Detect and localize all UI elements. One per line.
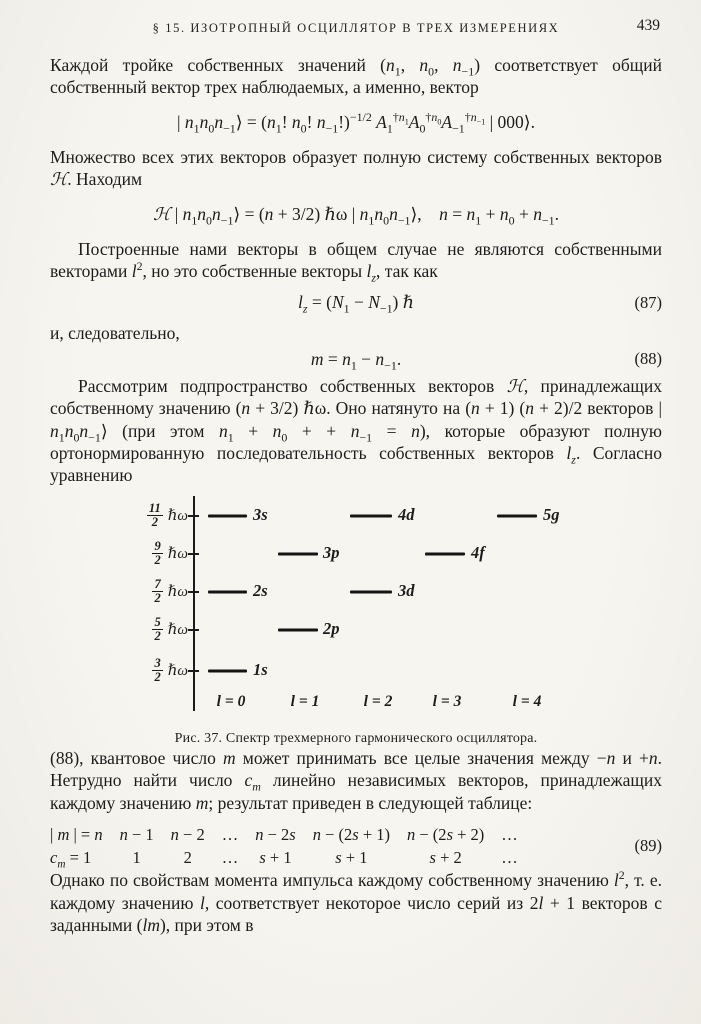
state-label: 2s (253, 580, 268, 600)
hbar-omega-unit: ℏω (167, 622, 188, 639)
x-axis-label: l = 4 (512, 692, 542, 710)
energy-fraction: $\frac{9}{2}$ (154, 538, 161, 568)
state-label: 2p (323, 618, 340, 638)
energy-level-line (350, 590, 392, 593)
page-header (50, 19, 662, 37)
energy-fraction: $\frac{11}{2}$ (148, 500, 161, 530)
figure-energy-diagram (50, 496, 662, 716)
equation-vector-definition: | $n_1n_0n_{-1}⟩ = (n_1$! $n_0$! $n_{-1}!)^{-1/2}$ $A_1^{\dagger n_1}A_0^{\dagger n_0}A_{-1}^{\dagger n_{-1}}$ | 000⟩. (177, 109, 535, 136)
y-axis-energy-label (134, 540, 188, 568)
state-label: 3p (323, 542, 340, 562)
energy-level-line (497, 514, 537, 517)
x-axis-label: l = 1 (290, 692, 320, 710)
y-axis-tick (188, 591, 199, 593)
table-89-column: … … (501, 825, 518, 868)
paragraph-quantum-number-m: (88), квантовое число m может принимать все целые значения между −n и +n. Нетрудно найти число $c_m$ линейно независимых векторов, принадлежащих каждому значению m; результат приведен в следующей таблице: (50, 747, 662, 813)
energy-level-line (425, 552, 465, 555)
x-axis-label: l = 3 (432, 692, 462, 710)
y-axis-tick (188, 629, 199, 631)
energy-level-line (208, 590, 247, 593)
table-89-column: | m | = n $c_m = 1$ (50, 825, 103, 871)
page-content (50, 54, 662, 936)
equation-89-table (50, 823, 662, 869)
y-axis-tick (188, 515, 199, 517)
hbar-omega-unit: ℏω (167, 663, 188, 680)
y-axis-tick (188, 670, 199, 672)
table-89-column: n − 1 1 (119, 825, 154, 868)
paragraph-eigenvalue-triple: Каждой тройке собственных значений ($n_1$, $n_0$, $n_{-1}$) соответствует общий собственный вектор трех наблюдаемых, а именно, вектор (50, 55, 663, 98)
energy-level-line (278, 552, 318, 555)
equation-87-number: (87) (634, 292, 662, 312)
equation-88-body: $m = n_1 - n_{-1}$. (310, 348, 402, 373)
state-label: 3d (398, 580, 415, 600)
table-89-columns (50, 823, 662, 869)
energy-level-line (208, 514, 247, 517)
energy-level-line (350, 514, 392, 517)
equation-88-number: (88) (634, 349, 662, 369)
figure-caption: Рис. 37. Спектр трехмерного гармонического осциллятора. (174, 730, 538, 746)
paragraph-subspace: Рассмотрим подпространство собственных векторов ℋ, принадлежащих собственному значению (n + 3/2) ℏω. Оно натянуто на (n + 1) (n + 2)/2 векторов | $n_1n_0n_{-1}⟩$ (при этом $n_1 + n_0$ + + $n_{-1} = n$), которые образуют полную ортонормированную последовательность собственных векторов $l_z$. Согласно уравнению (50, 375, 662, 486)
y-axis-tick (188, 553, 199, 555)
x-axis-label: l = 2 (363, 692, 393, 710)
table-89-column: n − (2s + 1) s + 1 (312, 825, 390, 868)
energy-level-line (278, 628, 318, 631)
hbar-omega-unit: ℏω (167, 508, 188, 525)
table-89-column: n − (2s + 2) s + 2 (407, 825, 485, 868)
state-label: 1s (253, 659, 268, 679)
y-axis-energy-label (134, 502, 188, 530)
paragraph-complete-system: Множество всех этих векторов образует полную систему собственных векторов ℋ. Находим (50, 146, 662, 190)
table-89-column: … … (221, 825, 239, 868)
page-number: 439 (636, 17, 660, 34)
energy-level-line (208, 669, 247, 672)
y-axis-energy-label (134, 657, 188, 685)
state-label: 3s (253, 504, 268, 524)
y-axis-line (193, 496, 195, 711)
state-label: 4d (398, 504, 415, 524)
equation-89-number: (89) (634, 836, 662, 856)
paragraph-constructed-vectors: Построенные нами векторы в общем случае не являются собственными векторами $l^2$, но это собственные векторы $l_z$, так как (50, 238, 662, 285)
y-axis-energy-label (134, 578, 188, 606)
y-axis-energy-label (134, 616, 188, 644)
x-axis-label: l = 0 (216, 692, 246, 710)
state-label: 5g (543, 504, 560, 524)
section-title: § 15. ИЗОТРОПНЫЙ ОСЦИЛЛЯТОР В ТРЕХ ИЗМЕРЕНИЯХ (152, 21, 560, 35)
paragraph-angular-momentum: Однако по свойствам момента импульса каждому собственному значению $l^2$, т. е. каждому значению l, соответствует некоторое число серий из 2l + 1 векторов с заданными (lm), при этом в (50, 868, 662, 935)
table-89-column: n − 2s s + 1 (255, 825, 296, 868)
equation-hamiltonian-eigenvalue: ℋ | $n_1n_0n_{-1}⟩ = (n + 3/2)$ ℏω | $n_1n_0n_{-1}⟩$, $n = n_1 + n_0 + n_{-1}$. (153, 203, 559, 228)
paragraph-consequently: и, следовательно, (50, 323, 180, 344)
equation-87 (50, 292, 662, 316)
hbar-omega-unit: ℏω (167, 584, 188, 601)
energy-fraction: $\frac{7}{2}$ (154, 576, 161, 606)
energy-fraction: $\frac{3}{2}$ (154, 655, 161, 685)
hbar-omega-unit: ℏω (167, 546, 188, 563)
table-89-column: n − 2 2 (170, 825, 205, 868)
equation-88 (50, 348, 662, 373)
equation-87-body: $l_z = (N_1 - N_{-1})$ ℏ (297, 292, 415, 316)
state-label: 4f (471, 542, 485, 562)
energy-fraction: $\frac{5}{2}$ (154, 614, 161, 644)
